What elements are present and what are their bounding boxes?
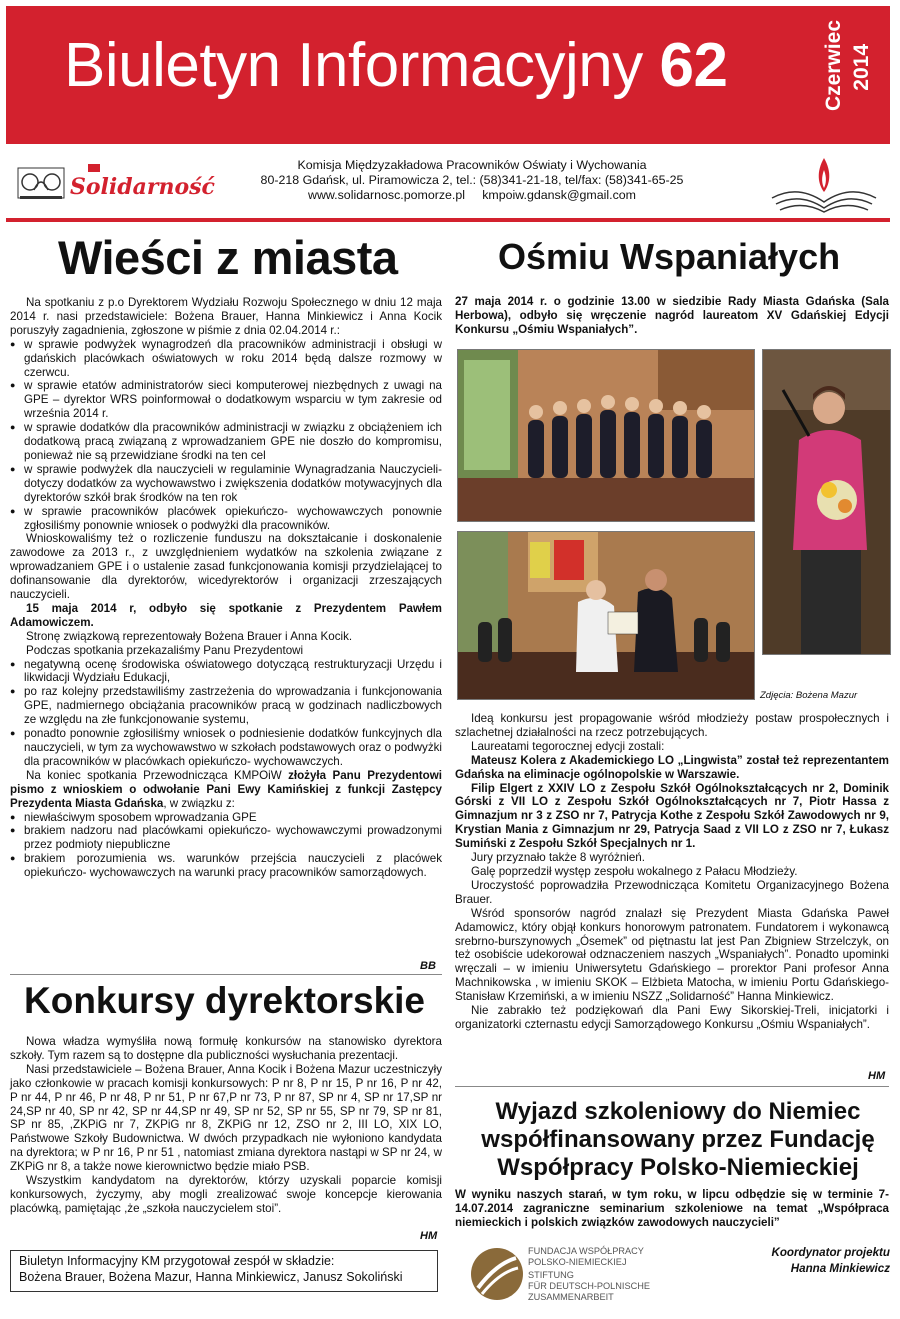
organization-contact: [232, 158, 712, 203]
list-item: ● w sprawie dodatków dla pracowników administracji w związku z obciążeniem ich dodatkową pracą związaną z wprowadzaniem GPE nie doszło do kompromisu, ponieważ nie są przewidziane środki na ten cel: [10, 421, 442, 463]
list-item: ● w sprawie podwyżek wynagrodzeń dla pracowników administracji i obsługi w gdańskich placówkach oświatowych w roku 2014 będą dalsze rozmowy w czerwcu.: [10, 338, 442, 380]
header-divider: [6, 218, 890, 222]
speaker-with-flowers-photo-icon: [763, 350, 890, 654]
list-item: ● brakiem nadzoru nad placówkami opiekuńczo- wychowawczymi prowadzonymi przez podmioty niepubliczne: [10, 824, 442, 852]
city-news-signature: BB: [420, 960, 436, 972]
city-news-intro: Na spotkaniu z p.o Dyrektorem Wydziału Rozwoju Społecznego w dniu 12 maja 2014 r. nasi przedstawiciele: Bożena Brauer, Hanna Minkiewicz i Anna Kocik poruszyły zagadnienia, zgłoszone w piśmie z dnia 02.04.2014 r.:: [10, 296, 442, 337]
ceremony-photo-2: [457, 531, 755, 700]
eight-wonderful-sponsors: Wśród sponsorów nagród znalazł się Prezydent Miasta Gdańska Paweł Adamowicz, który objął konkurs honorowym patronatem. Fundatorem i wykonawcą srebrno-burszynowych „Ósemek” od piętnastu lat jest Pan Zbigniew Strzelczyk, on też osobiście udekorował odznaczeniem naszych „Wspaniałych”. Ponadto upominki wręczali – w imieniu Uniwersytetu Gdańskiego – prorektor Pani profesor Anna Machnikowska , w imieniu SKOK – Elżbieta Matocha, w imieniu Portu Gdańskiego-Stanisław Krzemiński, a w imieniu NSZZ „Solidarność” Hanna Minkiewicz.: [455, 906, 889, 1004]
eight-wonderful-signature: HM: [868, 1070, 886, 1082]
eight-wonderful-article: [455, 712, 889, 1032]
city-news-meeting-paragraph: 15 maja 2014 r, odbyło się spotkanie z Prezydentem Pawłem Adamowiczem.: [10, 601, 442, 629]
city-news-fund-paragraph: Wnioskowaliśmy też o rozliczenie funduszu na dokształcanie i doskonalenie zawodowe za 2013 r., z uwzględnieniem wydatków na szkolenia związane z wprowadzaniem GPE i o ustalenie zasad funkcjonowania komisji przydzielającej to dofinansowanie dla dyrektorów, wicedyrektorów i organizacji zrzeszających nauczycieli.: [10, 532, 442, 602]
eight-wonderful-gala: Galę poprzedził występ zespołu wokalnego z Pałacu Młodzieży.: [471, 864, 798, 878]
list-item: ● brakiem porozumienia ws. warunków przejścia nauczycieli z placówek opiekuńczo- wychowawczych na warunki pracy pracowników samorządowych.: [10, 852, 442, 880]
section-heading-city-news: Wieści z miasta: [58, 231, 398, 284]
book-flame-icon: [768, 154, 880, 214]
list-item: ● po raz kolejny przedstawiliśmy zastrzeżenia do wprowadzania i funkcjonowania GPE, nadmiernego obciążania pracowników pracą w godzinach nadliczbowych ze względu na złe funkcjonowanie systemu,: [10, 685, 442, 727]
city-news-presented-list: [10, 658, 442, 769]
org-name: Komisja Międzyzakładowa Pracowników Oświaty i Wychowania: [297, 158, 647, 172]
eight-wonderful-thanks: Nie zabrakło też podziękowań dla Pani Ewy Sikorskiej-Treli, inicjatorki i organizatorki czternastu edycji Samorządowego Konkursu „Ośmiu Wspaniałych”.: [455, 1004, 889, 1031]
svg-text:Solidarność: Solidarność: [70, 174, 215, 200]
director-contests-article: [10, 1035, 442, 1216]
foundation-emblem-icon: [470, 1244, 524, 1304]
contests-signature: HM: [420, 1230, 438, 1242]
list-item: ● niewłaściwym sposobem wprowadzania GPE: [10, 811, 442, 825]
book-flame-logo: [768, 154, 880, 214]
editorial-credits-box: [10, 1250, 438, 1292]
list-item: ● w sprawie podwyżek dla nauczycieli w regulaminie Wynagradzania Nauczycieli-dotyczy dodatków za wychowawstwo i zwiększenia dodatków motywacyjnych dla dyrektorów szkół brak środków na ten rok: [10, 463, 442, 505]
city-news-closing-paragraph: Na koniec spotkania Przewodnicząca KMPOiW złożyła Panu Prezydentowi pismo z wnioskiem o odwołanie Pani Ewy Kamińskiej z funkcji Zastępcy Prezydenta Miasta Gdańska, w związku z:: [10, 768, 442, 810]
list-item: ● ponadto ponownie zgłosiliśmy wniosek o podniesienie dodatków funkcyjnych dla nauczycieli, w tym za wychowawstwo w szkołach podstawowych oraz o podwyżki dla pracowników w placówkach opiekuńczo- wychowawczych.: [10, 727, 442, 769]
org-address: 80-218 Gdańsk, ul. Piramowicza 2, tel.: (58)341-21-18, tel/fax: (58)341-65-25: [260, 173, 684, 187]
eight-wonderful-laureates: Laureatami tegorocznej edycji zostali:: [471, 739, 665, 753]
city-news-article: [10, 296, 442, 880]
issue-number: 62: [659, 31, 728, 100]
eight-wonderful-lead: [455, 295, 889, 337]
list-item: ● negatywną ocenę środowiska oświatowego dotyczącą restrukturyzacji Urzędu i likwidacji Wydziału Edukacji,: [10, 658, 442, 686]
credits-line-1: Biuletyn Informacyjny KM przygotował zespół w składzie:: [19, 1254, 335, 1268]
eight-wonderful-ceremony: Uroczystość poprowadziła Przewodnicząca Komitetu Organizacyjnego Bożena Brauer.: [455, 878, 889, 906]
training-trip-text: W wyniku naszych starań, w tym roku, w lipcu odbędzie się w terminie 7-14.07.2014 zagraniczne seminarium szkoleniowe na temat „Współpraca niemieckich i polskich związków zawodowych nauczycieli”: [455, 1188, 889, 1229]
org-email[interactable]: kmpoiw.gdansk@gmail.com: [482, 188, 636, 202]
photo-credit: Zdjęcia: Bożena Mazur: [760, 690, 858, 701]
org-website[interactable]: www.solidarnosc.pomorze.pl: [308, 188, 466, 202]
section-divider: [455, 1086, 889, 1087]
contests-paragraph-3: Wszystkim kandydatom na dyrektorów, którzy uzyskali poparcie komisji konkursowych, życzymy, aby mogli zrealizować swoje koncepcje kierowania placówką, pamiętając ,że „szkoła nauczycielem stoi”.: [10, 1174, 442, 1215]
issue-year: 2014: [850, 44, 873, 91]
training-trip-article: [455, 1188, 889, 1230]
diploma-handover-photo-icon: [458, 532, 754, 699]
eight-wonderful-laureate-list: Filip Elgert z XXIV LO z Zespołu Szkół Ogólnokształcących nr 2, Dominik Górski z VII LO z Zespołu Szkół Ogólnokształcących nr 7, Piotr Hassa z Gimnazjum nr 3 z ZSO nr 7, Patrycja Kothe z Zespołu Szkół Zawodowych nr 9, Krystian Mania z Gimnazjum nr 29, Patrycja Saad z VII LO z ZSO nr 7, Łukasz Sumiński z Zespołu Szkół Specjalnych nr 1.: [455, 781, 889, 851]
issue-date: [818, 20, 882, 132]
ceremony-photo-1: [457, 349, 755, 522]
eight-wonderful-idea: Ideą konkursu jest propagowanie wśród młodzieży postaw prospołecznych i szlachetnej działalności na rzecz potrzebujących.: [455, 712, 889, 739]
contests-paragraph-2: Nasi przedstawiciele – Bożena Brauer, Anna Kocik i Bożena Mazur uczestniczyły jako członkowie w pracach komisji konkursowych: P nr 8, P nr 15, P nr 16, P nr 42, P nr 44, P nr 46, P nr 48, P nr 51, P nr 67,P nr 73, P nr 87, SP nr 4, SP nr 17,SP nr 24,SP nr 40, SP nr 42, SP nr 44,SP nr 49, SP nr 52, SP nr 55, SP nr 79, SP nr 81, SP nr 85, ,ZKPiG nr 7, ZKPiG nr 8, ZKPiG nr 12, ZSO nr 2, III LO, XIX LO, Państwowe Szkoły Budownictwa. W dwóch przypadkach nie wyłoniono kandydata na dyrektora; w P nr 16, P nr 51 , natomiast zmiana dyrektora nastąpi w SP nr 24, w ZKPiG nr 8, a także nowe kierownictwo będzie miało PSB.: [10, 1062, 442, 1174]
project-coordinator: [680, 1245, 890, 1277]
city-news-topics-list: [10, 338, 442, 533]
foundation-logo: [470, 1244, 670, 1310]
speaker-photo: [762, 349, 891, 655]
city-news-presented-paragraph: Podczas spotkania przekazaliśmy Panu Prezydentowi: [26, 643, 304, 657]
credits-line-2: Bożena Brauer, Bożena Mazur, Hanna Minkiewicz, Janusz Sokoliński: [19, 1270, 403, 1284]
eight-wonderful-lead-text: 27 maja 2014 r. o godzinie 13.00 w siedzibie Rady Miasta Gdańska (Sala Herbowa), odbyło się wręczenie nagród laureatom XV Gdańskiej Edycji Konkursu „Ośmiu Wspaniałych”.: [455, 295, 889, 336]
solidarnosc-logo: [16, 160, 215, 204]
coordinator-label: Koordynator projektu: [771, 1246, 890, 1259]
section-heading-eight-wonderful: Ośmiu Wspaniałych: [498, 236, 841, 277]
section-heading-director-contests: Konkursy dyrektorskie: [24, 980, 426, 1021]
union-emblem-icon: [16, 160, 215, 204]
city-news-reasons-list: [10, 811, 442, 881]
list-item: ● w sprawie pracowników placówek opiekuńczo- wychowawczych ponownie zgłosiliśmy ponownie wniosek o podwyżki dla pracowników.: [10, 505, 442, 533]
list-item: ● w sprawie etatów administratorów sieci komputerowej niezbędnych z uwagi na GPE – dyrektor WRS poinformował o dodatkowym wsparciu w tym zakresie od września 2014 r.: [10, 379, 442, 421]
eight-wonderful-kolera: Mateusz Kolera z Akademickiego LO „Lingwista” został też reprezentantem Gdańska na eliminacje ogólnopolskie w Warszawie.: [455, 753, 889, 781]
section-divider: [10, 974, 442, 975]
city-news-side-paragraph: Stronę związkową reprezentowały Bożena Brauer i Anna Kocik.: [26, 629, 353, 643]
newsletter-title: Biuletyn Informacyjny 62: [64, 31, 728, 100]
contests-paragraph-1: Nowa władza wymyśliła nową formułę konkursów na stanowisko dyrektora szkoły. Tym razem są to dostępne dla publiczności wysłuchania prezentacji.: [10, 1035, 442, 1062]
award-ceremony-photo-icon: [458, 350, 754, 521]
eight-wonderful-jury: Jury przyznało także 8 wyróżnień.: [471, 851, 645, 865]
coordinator-name: Hanna Minkiewicz: [790, 1262, 890, 1275]
foundation-name: FUNDACJA WSPÓŁPRACY POLSKO-NIEMIECKIEJ STIFTUNG FÜR DEUTSCH-POLNISCHE ZUSAMMENARBEIT: [528, 1246, 650, 1302]
section-heading-training-trip: Wyjazd szkoleniowy do Niemiec współfinansowany przez Fundację Współpracy Polsko-Niemieckiej: [481, 1098, 875, 1181]
issue-month: Czerwiec: [822, 20, 845, 112]
